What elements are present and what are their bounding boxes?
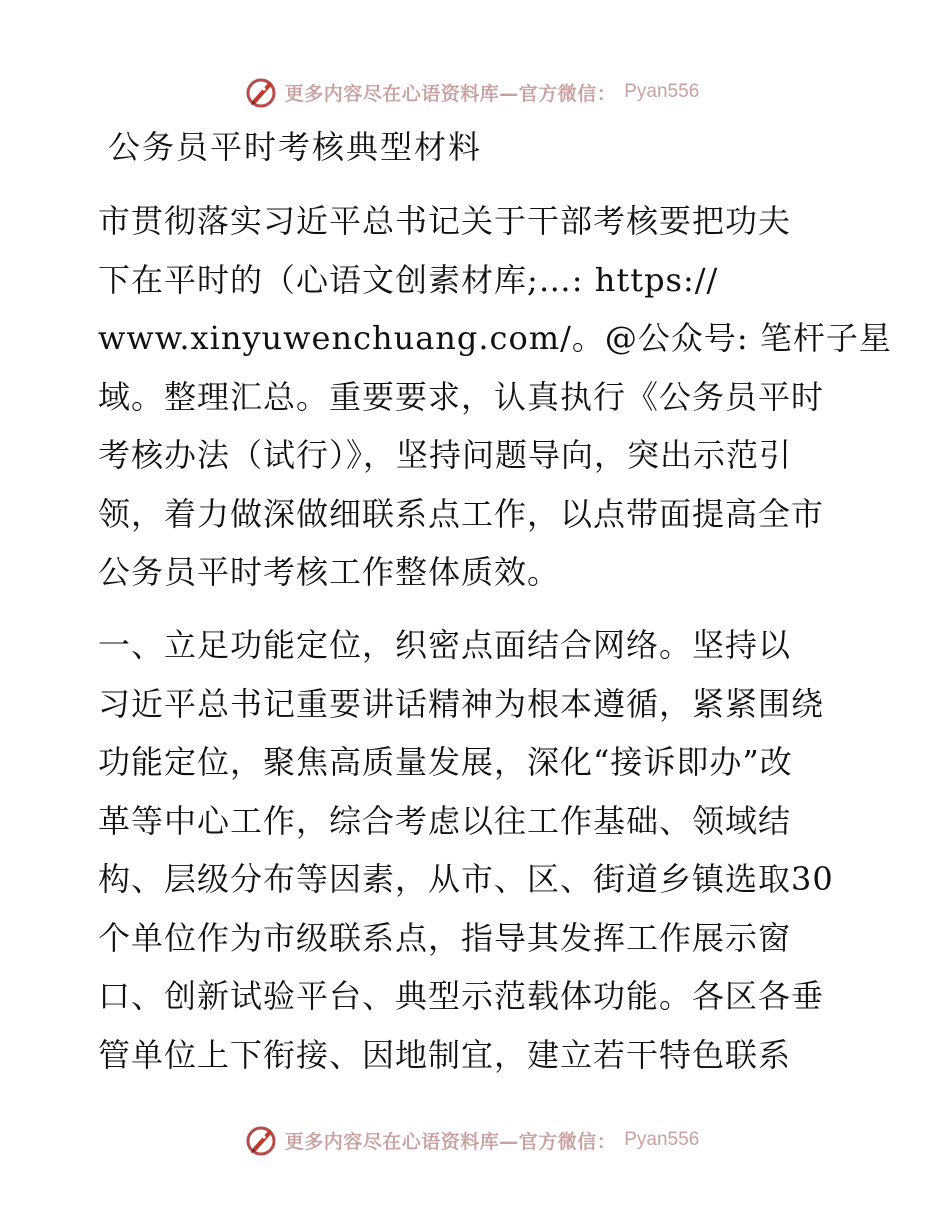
paragraph-line: 一、立足功能定位，织密点面结合网络。坚持以 [98, 626, 792, 664]
paragraph-line: 公务员平时考核工作整体质效。 [98, 553, 561, 591]
document-title: 公务员平时考核典型材料 [108, 128, 483, 166]
header-watermark [243, 74, 700, 110]
paragraph-line: www.xinyuwenchuang.com/。@公众号: 笔杆子星 [98, 319, 892, 357]
paragraph-line: 个单位作为市级联系点，指导其发挥工作展示窗 [98, 918, 792, 957]
watermark-text: 更多内容尽在心语资料库—官方微信： [284, 82, 617, 105]
pen-nib-logo-icon [243, 74, 279, 110]
paragraph-line: 下在平时的（心语文创素材库;…: https:// [98, 260, 719, 299]
paragraph-line: 管单位上下衔接、因地制宜，建立若干特色联系 [98, 1035, 792, 1074]
watermark-text: 更多内容尽在心语资料库—官方微信： [284, 1130, 617, 1153]
paragraph-line: 构、层级分布等因素，从市、区、街道乡镇选取30 [98, 860, 834, 898]
paragraph-line: 习近平总书记重要讲话精神为根本遵循，紧紧围绕 [98, 684, 825, 723]
paragraph-line: 域。整理汇总。重要要求，认真执行《公务员平时 [98, 377, 825, 416]
paragraph-line: 口、创新试验平台、典型示范载体功能。各区各垂 [98, 977, 825, 1015]
footer-watermark [243, 1122, 700, 1158]
paragraph-line: 领，着力做深做细联系点工作，以点带面提高全市 [98, 494, 825, 533]
watermark-account: Pyan556 [624, 1129, 700, 1150]
paragraph-line: 市贯彻落实习近平总书记关于干部考核要把功夫 [98, 202, 792, 240]
pen-nib-logo-icon [243, 1122, 279, 1158]
watermark-account: Pyan556 [624, 81, 700, 102]
paragraph-line: 革等中心工作，综合考虑以往工作基础、领域结 [98, 801, 792, 840]
footer-watermark-banner [0, 1120, 950, 1160]
paragraph-section-one [98, 616, 858, 1084]
paragraph-line: 功能定位，聚焦高质量发展，深化“接诉即办”改 [98, 743, 793, 781]
header-watermark-banner [0, 72, 950, 112]
paragraph-intro [98, 192, 892, 602]
paragraph-line: 考核办法（试行）》，坚持问题导向，突出示范引 [98, 436, 793, 474]
